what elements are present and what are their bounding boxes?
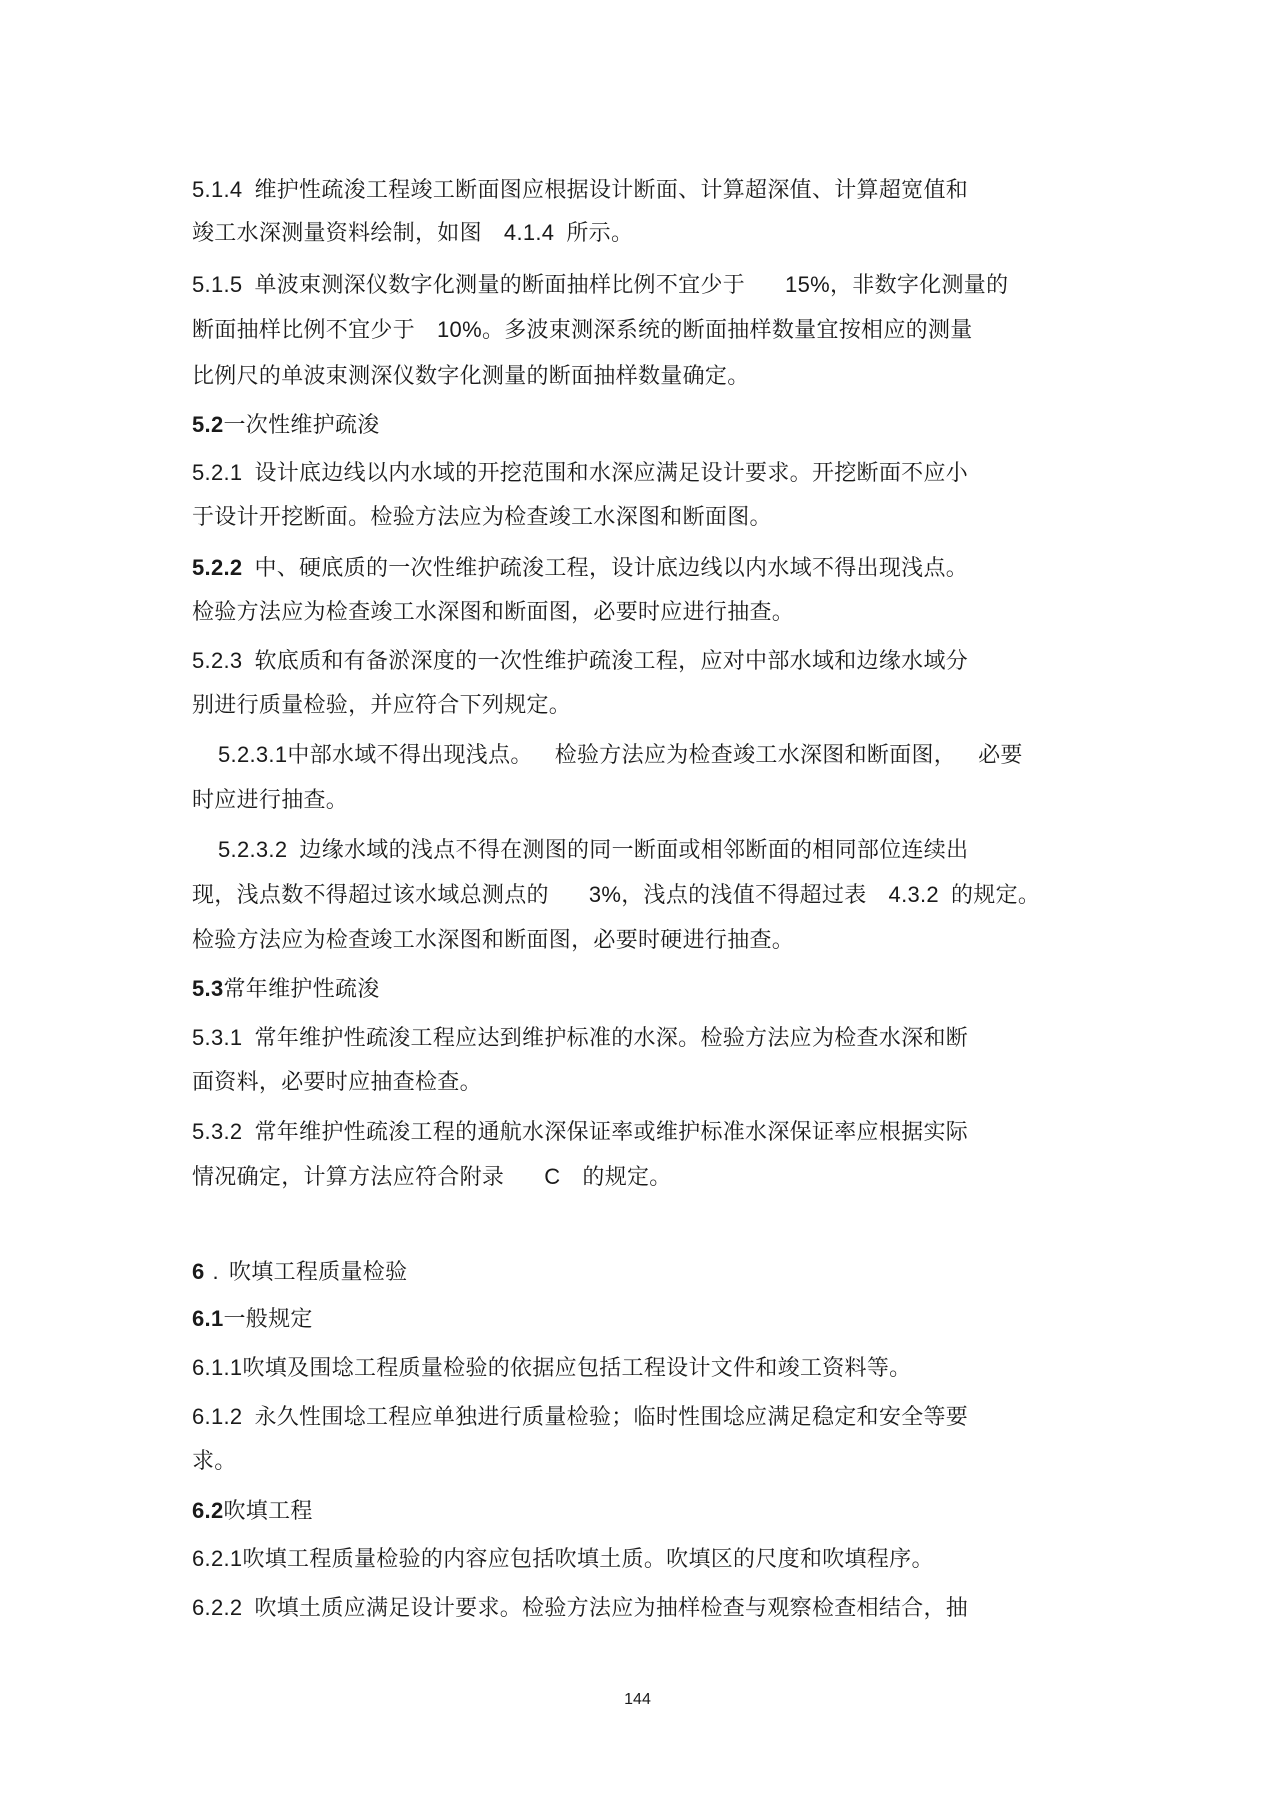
clause-6-2-2-line-1 <box>192 1593 968 1624</box>
clause-6-1-2-line-1 <box>192 1402 968 1433</box>
clause-6-1-2-line-2 <box>192 1447 237 1477</box>
clause-5-1-4-line-1 <box>192 175 968 206</box>
clause-5-2-3-2-line-2 <box>192 880 1040 911</box>
clause-5-2-3-line-2 <box>192 691 571 721</box>
clause-5-3-2-line-2 <box>192 1162 672 1193</box>
clause-text: 单波束测深仪数字化测量的断面抽样比例不宜少于 <box>254 273 746 298</box>
clause-text: 时应进行抽查。 <box>192 788 349 813</box>
section-5-3-heading <box>192 974 380 1005</box>
clause-text: 别进行质量检验，并应符合下列规定。 <box>192 693 572 718</box>
clause-text: 现，浅点数不得超过该水域总测点的 <box>192 883 549 908</box>
clause-5-1-5-line-2 <box>192 315 973 346</box>
clause-text: 吹填土质应满足设计要求。检验方法应为抽样检查与观察检查相结合，抽 <box>254 1596 969 1621</box>
chapter-dot: . <box>212 1259 219 1284</box>
clause-5-1-5-line-3 <box>192 362 750 392</box>
clause-text: 软底质和有备淤深度的一次性维护疏浚工程，应对中部水域和边缘水域分 <box>254 649 969 674</box>
clause-number: 5.2.3.2 <box>218 837 288 862</box>
clause-5-2-1-line-1 <box>192 458 968 489</box>
percentage-value: 15% <box>785 272 830 297</box>
clause-text: 面资料，必要时应抽查检查。 <box>192 1070 482 1095</box>
section-number: 6.1 <box>192 1306 224 1331</box>
section-number: 6.2 <box>192 1498 224 1523</box>
clause-text: 常年维护性疏浚工程应达到维护标准的水深。检验方法应为检查水深和断 <box>254 1026 969 1051</box>
page-number: 144 <box>624 1691 651 1708</box>
clause-number: 5.2.3 <box>192 648 243 673</box>
clause-text: 断面抽样比例不宜少于 <box>192 318 416 343</box>
clause-5-2-3-1-line-1 <box>218 740 1023 771</box>
clause-number: 6.2.2 <box>192 1595 243 1620</box>
clause-text: ，非数字化测量的 <box>829 273 1009 298</box>
clause-text: 检验方法应为检查竣工水深图和断面图， <box>554 743 957 768</box>
clause-6-2-1 <box>192 1544 934 1575</box>
section-number: 5.2 <box>192 412 224 437</box>
chapter-title: 吹填工程质量检验 <box>228 1260 408 1285</box>
clause-5-2-1-line-2 <box>192 503 772 533</box>
clause-text: 设计底边线以内水域的开挖范围和水深应满足设计要求。开挖断面不应小 <box>254 461 969 486</box>
chapter-number: 6 <box>192 1259 205 1284</box>
clause-text: 边缘水域的浅点不得在测图的同一断面或相邻断面的相同部位连续出 <box>299 838 969 863</box>
clause-text: 吹填及围埝工程质量检验的依据应包括工程设计文件和竣工资料等。 <box>242 1356 912 1381</box>
figure-reference: 4.1.4 <box>503 220 555 245</box>
clause-number: 6.1.2 <box>192 1404 243 1429</box>
clause-number: 6.2.1 <box>192 1546 243 1571</box>
section-title: 一般规定 <box>223 1307 313 1332</box>
clause-text: 必要 <box>978 743 1023 768</box>
clause-text: 。多波束测深系统的断面抽样数量宜按相应的测量 <box>481 318 973 343</box>
section-6-1-heading <box>192 1304 313 1335</box>
clause-number: 5.2.3.1 <box>218 742 288 767</box>
clause-number: 5.2.1 <box>192 460 243 485</box>
clause-number: 5.1.5 <box>192 272 243 297</box>
clause-text: 的规定。 <box>582 1165 672 1190</box>
clause-number: 5.3.1 <box>192 1025 243 1050</box>
clause-text: 的规定。 <box>950 883 1041 908</box>
clause-text: 比例尺的单波束测深仪数字化测量的断面抽样数量确定。 <box>192 364 750 389</box>
clause-text: 情况确定，计算方法应符合附录 <box>192 1165 505 1190</box>
percentage-value: 3% <box>588 882 622 907</box>
clause-5-2-3-line-1 <box>192 646 968 677</box>
clause-text: 竣工水深测量资料绘制，如图 <box>192 221 482 246</box>
clause-text: 常年维护性疏浚工程的通航水深保证率或维护标准水深保证率应根据实际 <box>254 1120 969 1145</box>
clause-text: 维护性疏浚工程竣工断面图应根据设计断面、计算超深值、计算超宽值和 <box>254 178 969 203</box>
clause-5-1-4-line-2 <box>192 218 633 249</box>
clause-text: 永久性围埝工程应单独进行质量检验；临时性围埝应满足稳定和安全等要 <box>254 1405 969 1430</box>
clause-number: 5.2.2 <box>192 555 243 580</box>
clause-text: 检验方法应为检查竣工水深图和断面图，必要时硬进行抽查。 <box>192 928 795 953</box>
clause-number: 5.1.4 <box>192 177 243 202</box>
clause-text: 中部水域不得出现浅点。 <box>287 743 533 768</box>
clause-number: 6.1.1 <box>192 1355 243 1380</box>
section-5-2-heading <box>192 410 380 441</box>
clause-5-3-2-line-1 <box>192 1117 968 1148</box>
clause-5-1-5-line-1 <box>192 270 1008 301</box>
clause-5-2-2-line-1 <box>192 553 968 584</box>
section-title: 一次性维护疏浚 <box>223 413 380 438</box>
clause-5-2-3-2-line-1 <box>218 835 968 866</box>
clause-5-2-3-2-line-3 <box>192 926 794 956</box>
clause-number: 5.3.2 <box>192 1119 243 1144</box>
clause-5-3-1-line-1 <box>192 1023 968 1054</box>
clause-5-2-2-line-2 <box>192 598 794 628</box>
clause-text: 求。 <box>192 1449 237 1474</box>
clause-6-1-1 <box>192 1353 911 1384</box>
section-title: 常年维护性疏浚 <box>223 977 380 1002</box>
clause-text: ，浅点的浅值不得超过表 <box>621 883 867 908</box>
table-reference: 4.3.2 <box>888 882 939 907</box>
section-6-2-heading <box>192 1496 313 1527</box>
clause-text: 中、硬底质的一次性维护疏浚工程，设计底边线以内水域不得出现浅点。 <box>254 556 969 581</box>
chapter-6-heading <box>192 1257 407 1288</box>
clause-text: 于设计开挖断面。检验方法应为检查竣工水深图和断面图。 <box>192 505 772 530</box>
section-title: 吹填工程 <box>223 1499 313 1524</box>
percentage-value: 10% <box>437 317 482 342</box>
section-number: 5.3 <box>192 976 224 1001</box>
clause-text: 吹填工程质量检验的内容应包括吹填土质。吹填区的尺度和吹填程序。 <box>242 1547 934 1572</box>
clause-5-3-1-line-2 <box>192 1068 482 1098</box>
clause-5-2-3-1-line-2 <box>192 786 348 816</box>
clause-text: 所示。 <box>566 221 634 246</box>
clause-text: 检验方法应为检查竣工水深图和断面图，必要时应进行抽查。 <box>192 600 795 625</box>
appendix-reference: C <box>544 1164 561 1189</box>
